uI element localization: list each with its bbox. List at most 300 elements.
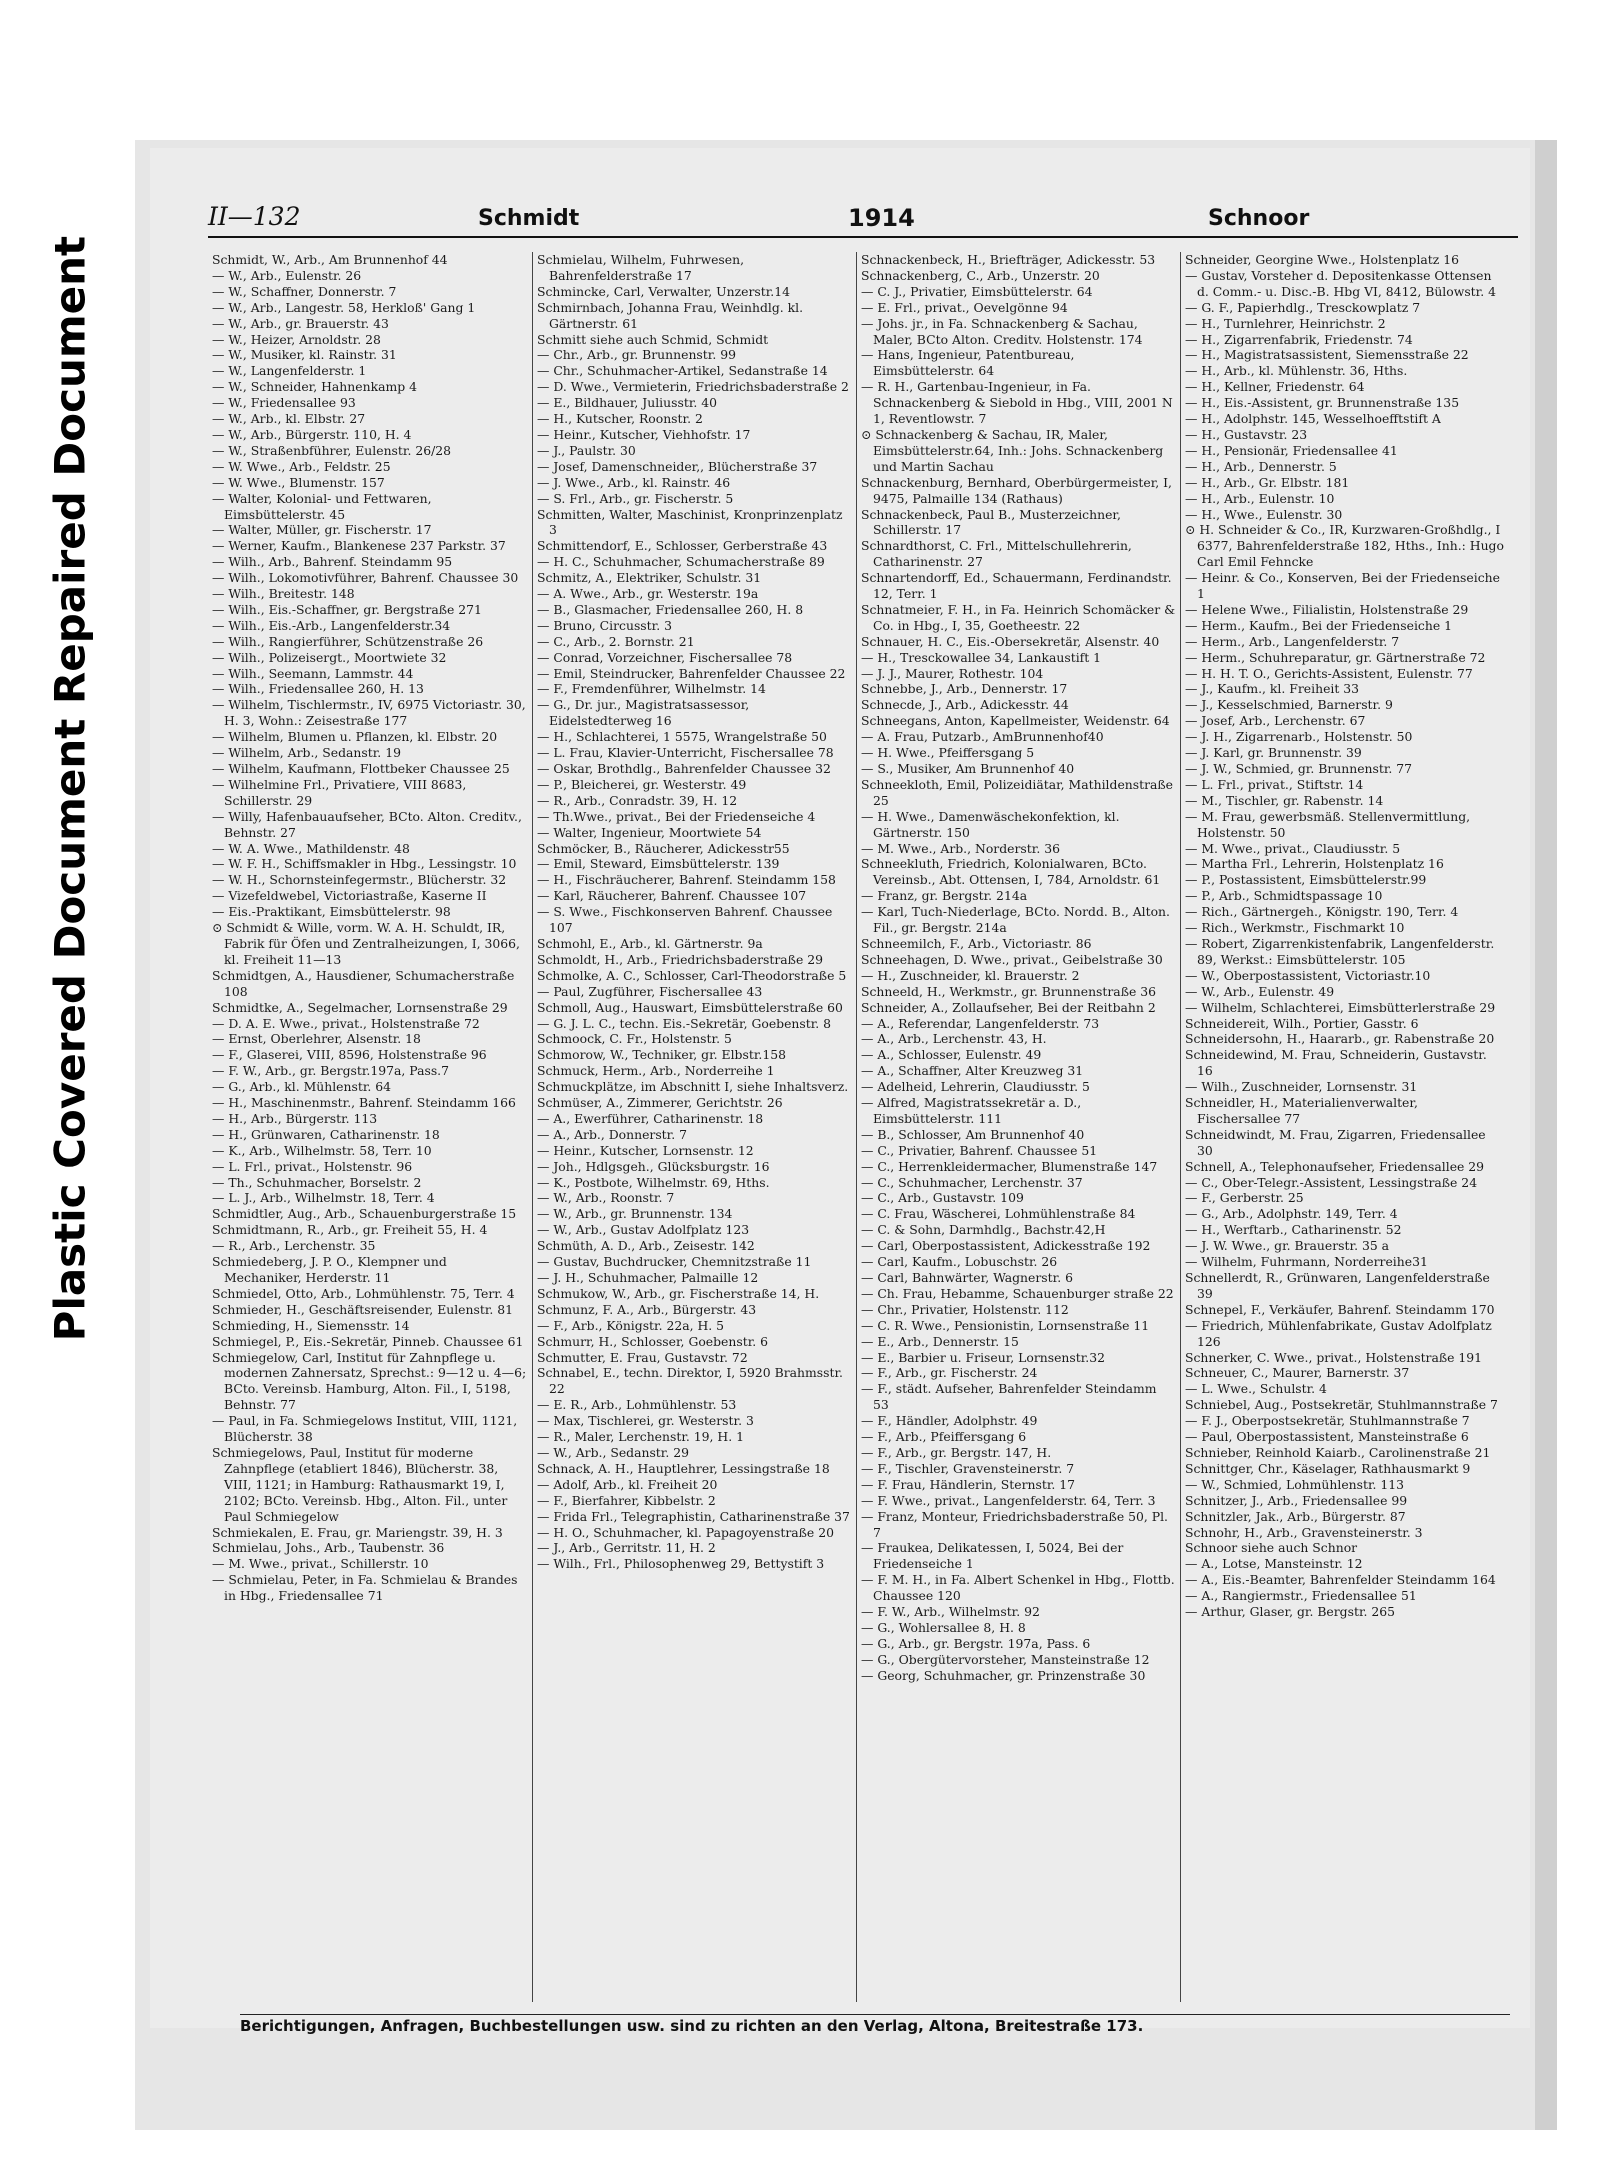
directory-entry: — D. Wwe., Vermieterin, Friedrichsbaderstraße 2 (537, 379, 849, 395)
directory-entry: — C. J., Privatier, Eimsbüttelerstr. 64 (861, 283, 1093, 299)
directory-entry: — Chr., Schuhmacher-Artikel, Sedanstraße 14 (537, 363, 828, 379)
directory-entry: — Wilh., Arb., Bahrenf. Steindamm 95 (212, 554, 453, 570)
directory-entry: — Wilhelm, Blumen u. Pflanzen, kl. Elbstr. 20 (212, 729, 498, 745)
directory-entry: — H. H. T. O., Gerichts-Assistent, Eulenstr. 77 (1185, 665, 1473, 681)
directory-entry: Schneuer, C., Maurer, Barnerstr. 37 (1185, 1365, 1410, 1381)
directory-entry: — W. H., Schornsteinfegermstr., Blücherstr. 32 (212, 872, 507, 888)
directory-entry: — Arthur, Glaser, gr. Bergstr. 265 (1185, 1604, 1396, 1620)
directory-entry: — F. Frau, Händlerin, Sternstr. 17 (861, 1476, 1076, 1492)
directory-entry: — Wilh., Rangierführer, Schützenstraße 26 (212, 633, 484, 649)
plastic-covered-document-label: Plastic Covered Document (45, 718, 95, 1342)
directory-entry: Schnardthorst, C. Frl., Mittelschullehrerin, Catharinenstr. 27 (861, 538, 1132, 570)
directory-entry: — H., Kellner, Friedenstr. 64 (1185, 379, 1365, 395)
directory-entry: — A., Schlosser, Eulenstr. 49 (861, 1047, 1042, 1063)
directory-page (150, 148, 1530, 2035)
header-year: 1914 (848, 204, 915, 232)
directory-entry: — W., Straßenbführer, Eulenstr. 26/28 (212, 442, 452, 458)
directory-entry: Schnackenburg, Bernhard, Oberbürgermeister, I, 9475, Palmaille 134 (Rathaus) (861, 474, 1172, 506)
directory-entry: Schmüser, A., Zimmerer, Gerichtstr. 26 (537, 1095, 783, 1111)
header-first-entry: Schmidt (478, 206, 580, 231)
directory-entry: — H., Adolphstr. 145, Wesselhoefftstift A (1185, 411, 1441, 427)
directory-entry: Schnackenberg, C., Arb., Unzerstr. 20 (861, 267, 1100, 283)
directory-entry: Schnohr, H., Arb., Gravensteinerstr. 3 (1185, 1524, 1423, 1540)
directory-entry: — Wilh., Seemann, Lammstr. 44 (212, 665, 414, 681)
directory-entry: Schmiegelows, Paul, Institut für moderne Zahnpflege (etabliert 1846), Blücherstr. 38, VIII, 1121; in Hamburg: Rathausmarkt 19, I, 2102; BCto. Vereinsb. Hbg., Alton. Fil., unter Paul Schmiegelow (212, 1444, 508, 1524)
directory-entry: Schmüth, A. D., Arb., Zeisestr. 142 (537, 1238, 755, 1254)
directory-entry: Schnack, A. H., Hauptlehrer, Lessingstraße 18 (537, 1460, 830, 1476)
directory-entry: — H., Kutscher, Roonstr. 2 (537, 411, 703, 427)
directory-entry: — Emil, Steindrucker, Bahrenfelder Chaussee 22 (537, 665, 846, 681)
directory-entry: — Wilh., Eis.-Arb., Langenfelderstr.34 (212, 617, 451, 633)
directory-entry: — F., Bierfahrer, Kibbelstr. 2 (537, 1492, 716, 1508)
page-number: II—132 (208, 202, 301, 231)
directory-entry: — W., Schneider, Hahnenkamp 4 (212, 379, 417, 395)
directory-entry: — J. W. Wwe., gr. Brauerstr. 35 a (1185, 1238, 1390, 1254)
directory-entry: — R., Arb., Conradstr. 39, H. 12 (537, 792, 738, 808)
directory-entry: Schmurr, H., Schlosser, Goebenstr. 6 (537, 1333, 769, 1349)
directory-entry: Schnieber, Reinhold Kaiarb., Carolinenstraße 21 (1185, 1444, 1491, 1460)
directory-entry: Schnellerdt, R., Grünwaren, Langenfelderstraße 39 (1185, 1270, 1490, 1301)
directory-entry: Schmiedeberg, J. P. O., Klempner und Mechaniker, Herderstr. 11 (212, 1254, 447, 1285)
directory-entry: — E., Bildhauer, Juliusstr. 40 (537, 395, 718, 411)
directory-entry: Schnerker, C. Wwe., privat., Holstenstraße 191 (1185, 1349, 1483, 1365)
directory-entry: — Willy, Hafenbauaufseher, BCto. Alton. Creditv., Behnstr. 27 (212, 808, 522, 840)
directory-entry: — Oskar, Brothdlg., Bahrenfelder Chaussee 32 (537, 761, 831, 776)
directory-entry: — Josef, Arb., Lerchenstr. 67 (1185, 713, 1366, 729)
directory-entry: — W., Arb., Langestr. 58, Herkloß' Gang 1 (212, 299, 476, 315)
directory-entry: — Josef, Damenschneider,, Blücherstraße 37 (537, 458, 818, 474)
directory-entry: Schmitt siehe auch Schmid, Schmidt (537, 331, 769, 347)
directory-entry: — M. Frau, gewerbsmäß. Stellenvermittlung, Holstenstr. 50 (1185, 808, 1471, 840)
directory-entry: — Wilh., Zuschneider, Lornsenstr. 31 (1185, 1079, 1418, 1095)
directory-entry: — W., Schaffner, Donnerstr. 7 (212, 283, 397, 299)
directory-entry: — L. Frl., privat., Holstenstr. 96 (212, 1158, 413, 1174)
column-1 (212, 252, 527, 2002)
directory-entry: — L. J., Arb., Wilhelmstr. 18, Terr. 4 (212, 1190, 435, 1206)
directory-entry: Schmincke, Carl, Verwalter, Unzerstr.14 (537, 283, 790, 299)
directory-entry: — H., Pensionär, Friedensallee 41 (1185, 442, 1398, 458)
directory-entry: — M., Tischler, gr. Rabenstr. 14 (1185, 792, 1384, 808)
directory-entry: Schmohl, E., Arb., kl. Gärtnerstr. 9a (537, 935, 763, 951)
directory-entry: — Schmielau, Peter, in Fa. Schmielau & Brandes in Hbg., Friedensallee 71 (212, 1572, 518, 1604)
directory-entry: — W., Oberpostassistent, Victoriastr.10 (1185, 967, 1431, 983)
header-last-entry: Schnoor (1208, 206, 1310, 231)
directory-entry: — C., Herrenkleidermacher, Blumenstraße 147 (861, 1158, 1158, 1174)
directory-entry: Schneidewind, M. Frau, Schneiderin, Gustavstr. 16 (1185, 1047, 1487, 1079)
directory-entry: — J. H., Zigarrenarb., Holstenstr. 50 (1185, 729, 1413, 745)
directory-entry: — Carl, Bahnwärter, Wagnerstr. 6 (861, 1270, 1073, 1285)
directory-entry: Schneemilch, F., Arb., Victoriastr. 86 (861, 935, 1092, 951)
directory-entry: — Max, Tischlerei, gr. Westerstr. 3 (537, 1413, 754, 1429)
directory-entry: Schmidtke, A., Segelmacher, Lornsenstraße 29 (212, 999, 508, 1015)
directory-entry: — F., Fremdenführer, Wilhelmstr. 14 (537, 681, 766, 697)
directory-entry: — W., Arb., Roonstr. 7 (537, 1190, 675, 1206)
directory-entry: Schnackenbeck, Paul B., Musterzeichner, Schillerstr. 17 (861, 506, 1121, 538)
directory-entry: — G., Wohlersallee 8, H. 8 (861, 1619, 1026, 1635)
directory-entry: Schneider, Georgine Wwe., Holstenplatz 16 (1185, 252, 1460, 267)
directory-entry: — Alfred, Magistratssekretär a. D., Eimsbüttelerstr. 111 (861, 1095, 1082, 1126)
directory-entry: — H. Wwe., Damenwäschekonfektion, kl. Gärtnerstr. 150 (861, 808, 1120, 840)
directory-entry: — F., Glaserei, VIII, 8596, Holstenstraße 96 (212, 1047, 487, 1063)
repaired-document-label: Repaired Document (45, 235, 95, 705)
directory-entry: — A., Arb., Donnerstr. 7 (537, 1126, 687, 1142)
directory-entry: Schneidereit, Wilh., Portier, Gasstr. 6 (1185, 1015, 1419, 1031)
directory-entry: — J. H., Schuhmacher, Palmaille 12 (537, 1270, 759, 1285)
column-3 (856, 252, 1176, 2002)
directory-entry: — Chr., Arb., gr. Brunnenstr. 99 (537, 347, 736, 363)
directory-entry: — Wilhelmine Frl., Privatiere, VIII 8683, Schillerstr. 29 (212, 776, 467, 808)
directory-entry: Schmuckplätze, im Abschnitt I, siehe Inhaltsverz. (537, 1079, 849, 1095)
directory-entry: — Paul, Zugführer, Fischersallee 43 (537, 983, 763, 999)
directory-entry: — G. F., Papierhdlg., Tresckowplatz 7 (1185, 299, 1421, 315)
directory-entry: Schneekluth, Friedrich, Kolonialwaren, BCto. Vereinsb., Abt. Ottensen, I, 784, Arnoldstr. 61 (861, 856, 1161, 888)
directory-entry: — Carl, Kaufm., Lobuschstr. 26 (861, 1254, 1058, 1270)
directory-entry: — H., Turnlehrer, Heinrichstr. 2 (1185, 315, 1386, 331)
directory-entry: — M. Wwe., Arb., Norderstr. 36 (861, 840, 1060, 856)
directory-entry: — Wilhelm, Kaufmann, Flottbeker Chaussee 25 (212, 761, 510, 776)
directory-entry: — Georg, Schuhmacher, gr. Prinzenstraße 30 (861, 1667, 1146, 1683)
directory-entry: — F., Arb., gr. Bergstr. 147, H. (861, 1444, 1052, 1460)
directory-entry: — W. F. H., Schiffsmakler in Hbg., Lessingstr. 10 (212, 856, 517, 872)
directory-entry: — Th.Wwe., privat., Bei der Friedenseiche 4 (537, 808, 816, 824)
directory-entry: Schneidler, H., Materialienverwalter, Fischersallee 77 (1185, 1095, 1418, 1126)
directory-entry: — Karl, Tuch-Niederlage, BCto. Nordd. B., Alton. Fil., gr. Bergstr. 214a (861, 904, 1170, 936)
directory-entry: — C. R. Wwe., Pensionistin, Lornsenstraße 11 (861, 1317, 1150, 1333)
directory-entry: Schnepel, F., Verkäufer, Bahrenf. Steindamm 170 (1185, 1301, 1495, 1317)
directory-entry: — Frida Frl., Telegraphistin, Catharinenstraße 37 (537, 1508, 850, 1524)
directory-entry: — Franz, Monteur, Friedrichsbaderstraße 50, Pl. 7 (861, 1508, 1168, 1540)
directory-entry: — R., Arb., Lerchenstr. 35 (212, 1238, 376, 1254)
directory-entry: Schmöcker, B., Räucherer, Adickesstr55 (537, 840, 790, 856)
directory-entry: — W., Arb., Sedanstr. 29 (537, 1444, 689, 1460)
directory-entry: Schmunz, F. A., Arb., Bürgerstr. 43 (537, 1301, 757, 1317)
directory-entry: Schneeld, H., Werkmstr., gr. Brunnenstraße 36 (861, 983, 1157, 999)
directory-entry: — H., Arb., Eulenstr. 10 (1185, 490, 1335, 506)
directory-entry: Schmirnbach, Johanna Frau, Weinhdlg. kl. Gärtnerstr. 61 (537, 299, 804, 331)
directory-entry: — F. Wwe., privat., Langenfelderstr. 64, Terr. 3 (861, 1492, 1156, 1508)
directory-entry: — J., Kesselschmied, Barnerstr. 9 (1185, 697, 1393, 713)
directory-entry: ⊙ H. Schneider & Co., IR, Kurzwaren-Großhdlg., I 6377, Bahrenfelderstraße 182, Hths., Inh.: Hugo Carl Emil Fehncke (1185, 522, 1504, 570)
directory-entry: — Wilh., Eis.-Schaffner, gr. Bergstraße 271 (212, 601, 482, 617)
directory-entry: — W. A. Wwe., Mathildenstr. 48 (212, 840, 410, 856)
directory-entry: — H. O., Schuhmacher, kl. Papagoyenstraße 20 (537, 1524, 834, 1540)
directory-entry: Schneegans, Anton, Kapellmeister, Weidenstr. 64 (861, 713, 1170, 729)
directory-entry: — H., Arb., Gr. Elbstr. 181 (1185, 474, 1350, 490)
directory-entry: — W., Langenfelderstr. 1 (212, 363, 367, 379)
directory-entry: — W., Schmied, Lohmühlenstr. 113 (1185, 1476, 1405, 1492)
directory-entry: — Th., Schuhmacher, Borselstr. 2 (212, 1174, 422, 1190)
directory-entry: — W., Arb., Bürgerstr. 110, H. 4 (212, 426, 412, 442)
directory-entry: Schnartendorff, Ed., Schauermann, Ferdinandstr. 12, Terr. 1 (861, 570, 1172, 602)
directory-entry: ⊙ Schnackenberg & Sachau, IR, Maler, Eimsbüttelerstr.64, Inh.: Johs. Schnackenberg und Martin Sachau (861, 426, 1164, 474)
directory-entry: — G., Arb., kl. Mühlenstr. 64 (212, 1079, 392, 1095)
directory-entry: — Walter, Müller, gr. Fischerstr. 17 (212, 522, 432, 538)
directory-entry: — Fraukea, Delikatessen, I, 5024, Bei der Friedenseiche 1 (861, 1540, 1124, 1572)
directory-entry: — A. Wwe., Arb., gr. Westerstr. 19a (537, 586, 759, 602)
directory-entry: ⊙ Schmidt & Wille, vorm. W. A. H. Schuldt, IR, Fabrik für Öfen und Zentralheizungen, I, 3066, kl. Freiheit 11—13 (212, 920, 520, 967)
directory-entry: — H., Magistratsassistent, Siemensstraße 22 (1185, 347, 1469, 363)
directory-entry: Schnackenbeck, H., Briefträger, Adickesstr. 53 (861, 252, 1156, 267)
directory-entry: — Wilhelm, Fuhrmann, Norderreihe31 (1185, 1254, 1428, 1270)
page-edge (1535, 140, 1557, 2130)
directory-entry: — C., Privatier, Bahrenf. Chaussee 51 (861, 1142, 1098, 1158)
directory-entry: — Vizefeldwebel, Victoriastraße, Kaserne II (212, 888, 487, 904)
directory-entry: Schnecde, J., Arb., Adickesstr. 44 (861, 697, 1069, 713)
directory-entry: — H., Eis.-Assistent, gr. Brunnenstraße 135 (1185, 395, 1460, 411)
directory-entry: — E., Barbier u. Friseur, Lornsenstr.32 (861, 1349, 1106, 1365)
directory-entry: — Wilh., Frl., Philosophenweg 29, Bettystift 3 (537, 1556, 825, 1572)
directory-entry: — Conrad, Vorzeichner, Fischersallee 78 (537, 649, 793, 665)
directory-entry: — H., Grünwaren, Catharinenstr. 18 (212, 1126, 440, 1142)
directory-entry: — H., Wwe., Eulenstr. 30 (1185, 506, 1343, 522)
directory-entry: Schmoldt, H., Arb., Friedrichsbaderstraße 29 (537, 951, 823, 967)
directory-entry: — F., Tischler, Gravensteinerstr. 7 (861, 1460, 1075, 1476)
directory-entry: — J., Paulstr. 30 (537, 442, 636, 458)
publisher-footer: Berichtigungen, Anfragen, Buchbestellungen usw. sind zu richten an den Verlag, Altona, Breitestraße 173. (240, 2014, 1510, 2035)
directory-entry: — Eis.-Praktikant, Eimsbüttelerstr. 98 (212, 904, 451, 920)
directory-entry: — F. J., Oberpostsekretär, Stuhlmannstraße 7 (1185, 1413, 1470, 1429)
directory-entry: — H., Zigarrenfabrik, Friedenstr. 74 (1185, 331, 1413, 347)
directory-entry: — C., Schuhmacher, Lerchenstr. 37 (861, 1174, 1083, 1190)
directory-entry: — F. W., Arb., Wilhelmstr. 92 (861, 1604, 1040, 1620)
directory-entry: — R., Maler, Lerchenstr. 19, H. 1 (537, 1429, 744, 1445)
directory-entry: — Johs. jr., in Fa. Schnackenberg & Sachau, Maler, BCto Alton. Creditv. Holstenstr. 174 (861, 315, 1143, 347)
directory-entry: — Adelheid, Lehrerin, Claudiusstr. 5 (861, 1079, 1090, 1095)
directory-entry: Schmitz, A., Elektriker, Schulstr. 31 (537, 570, 762, 586)
directory-entry: — Karl, Räucherer, Bahrenf. Chaussee 107 (537, 888, 807, 904)
directory-entry: — Franz, gr. Bergstr. 214a (861, 888, 1028, 904)
directory-entry: Schneidwindt, M. Frau, Zigarren, Friedensallee 30 (1185, 1126, 1486, 1158)
directory-entry: Schmidtmann, R., Arb., gr. Freiheit 55, H. 4 (212, 1222, 488, 1238)
directory-entry: — A., Schaffner, Alter Kreuzweg 31 (861, 1063, 1084, 1079)
directory-entry: Schmitten, Walter, Maschinist, Kronprinzenplatz 3 (537, 506, 843, 538)
directory-entry: Schnitzler, Jak., Arb., Bürgerstr. 87 (1185, 1508, 1406, 1524)
directory-entry: — A., Eis.-Beamter, Bahrenfelder Steindamm 164 (1185, 1572, 1496, 1588)
directory-entry: — W., Arb., kl. Elbstr. 27 (212, 411, 366, 427)
directory-entry: — Werner, Kaufm., Blankenese 237 Parkstr. 37 (212, 538, 506, 554)
directory-entry: — E., Arb., Dennerstr. 15 (861, 1333, 1019, 1349)
directory-entry: — L. Frau, Klavier-Unterricht, Fischersallee 78 (537, 745, 834, 761)
directory-entry: — W., Arb., Eulenstr. 49 (1185, 983, 1335, 999)
directory-entry: Schnell, A., Telephonaufseher, Friedensallee 29 (1185, 1158, 1485, 1174)
directory-entry: — Helene Wwe., Filialistin, Holstenstraße 29 (1185, 601, 1469, 617)
directory-entry: — G., Obergütervorsteher, Mansteinstraße 12 (861, 1651, 1150, 1667)
directory-entry: — C. Frau, Wäscherei, Lohmühlenstraße 84 (861, 1206, 1136, 1222)
directory-entry: Schmiekalen, E. Frau, gr. Mariengstr. 39, H. 3 (212, 1524, 503, 1540)
directory-entry: — W., Musiker, kl. Rainstr. 31 (212, 347, 397, 363)
directory-entry: — Heinr., Kutscher, Lornsenstr. 12 (537, 1142, 754, 1158)
directory-entry: — M. Wwe., privat., Schillerstr. 10 (212, 1556, 429, 1572)
directory-entry: — H., Schlachterei, 1 5575, Wrangelstraße 50 (537, 729, 827, 745)
directory-entry: — W., Arb., Eulenstr. 26 (212, 267, 362, 283)
directory-entry: — F., Arb., gr. Fischerstr. 24 (861, 1365, 1038, 1381)
directory-entry: — A. Frau, Putzarb., AmBrunnenhof40 (861, 729, 1104, 745)
directory-entry: — J., Kaufm., kl. Freiheit 33 (1185, 681, 1360, 697)
directory-entry: — S., Musiker, Am Brunnenhof 40 (861, 761, 1075, 776)
directory-entry: Schmoll, Aug., Hauswart, Eimsbüttelerstraße 60 (537, 999, 843, 1015)
directory-entry: — J. Wwe., Arb., kl. Rainstr. 46 (537, 474, 731, 490)
directory-entry: — Bruno, Circusstr. 3 (537, 617, 672, 633)
directory-entry: Schmuck, Herm., Arb., Norderreihe 1 (537, 1063, 775, 1079)
directory-entry: Schnatmeier, F. H., in Fa. Heinrich Schomäcker & Co. in Hbg., I, 35, Goetheestr. 22 (861, 601, 1176, 633)
directory-entry: Schmiedel, Otto, Arb., Lohmühlenstr. 75, Terr. 4 (212, 1285, 515, 1301)
directory-entry: — G., Arb., Adolphstr. 149, Terr. 4 (1185, 1206, 1398, 1222)
directory-entry: — H., Gustavstr. 23 (1185, 426, 1308, 442)
directory-entry: — H., Maschinenmstr., Bahrenf. Steindamm 166 (212, 1095, 516, 1111)
directory-entry: — J. Karl, gr. Brunnenstr. 39 (1185, 745, 1362, 761)
directory-entry: — W., Heizer, Arnoldstr. 28 (212, 331, 381, 347)
directory-entry: Schnoor siehe auch Schnor (1185, 1540, 1358, 1556)
directory-entry: Schnebbe, J., Arb., Dennerstr. 17 (861, 681, 1068, 697)
directory-entry: — R. H., Gartenbau-Ingenieur, in Fa. Schnackenberg & Siebold in Hbg., VIII, 2001 N 1, Reventlowstr. 7 (861, 379, 1173, 427)
directory-entry: Schnauer, H. C., Eis.-Obersekretär, Alsenstr. 40 (861, 633, 1160, 649)
directory-entry: Schmieder, H., Geschäftsreisender, Eulenstr. 81 (212, 1301, 514, 1317)
directory-entry: Schmielau, Johs., Arb., Taubenstr. 36 (212, 1540, 445, 1556)
directory-entry: Schmidt, W., Arb., Am Brunnenhof 44 (212, 252, 448, 267)
directory-entry: — Martha Frl., Lehrerin, Holstenplatz 16 (1185, 856, 1444, 872)
directory-entry: — F., Händler, Adolphstr. 49 (861, 1413, 1038, 1429)
directory-entry: — F., Arb., Pfeiffersgang 6 (861, 1429, 1027, 1445)
directory-entry: — P., Bleicherei, gr. Westerstr. 49 (537, 776, 747, 792)
directory-entry: Schmieding, H., Siemensstr. 14 (212, 1317, 410, 1333)
directory-entry: Schmielau, Wilhelm, Fuhrwesen, Bahrenfelderstraße 17 (537, 252, 745, 283)
directory-entry: — Wilh., Friedensallee 260, H. 13 (212, 681, 424, 697)
directory-entry: — W. Wwe., Arb., Feldstr. 25 (212, 458, 391, 474)
directory-entry: — Gustav, Buchdrucker, Chemnitzstraße 11 (537, 1254, 812, 1270)
directory-entry: — K., Arb., Wilhelmstr. 58, Terr. 10 (212, 1142, 432, 1158)
directory-entry: — Paul, in Fa. Schmiegelows Institut, VIII, 1121, Blücherstr. 38 (212, 1413, 518, 1445)
directory-entry: — A., Arb., Lerchenstr. 43, H. (861, 1031, 1047, 1047)
directory-entry: — C., Arb., Gustavstr. 109 (861, 1190, 1024, 1206)
directory-entry: — Wilh., Polizeisergt., Moortwiete 32 (212, 649, 447, 665)
directory-entry: — Herm., Arb., Langenfelderstr. 7 (1185, 633, 1400, 649)
directory-entry: — E. Frl., privat., Oevelgönne 94 (861, 299, 1068, 315)
directory-entry: — Rich., Gärtnergeh., Königstr. 190, Terr. 4 (1185, 904, 1459, 920)
directory-entry: — Chr., Privatier, Holstenstr. 112 (861, 1301, 1069, 1317)
directory-entry: — A., Referendar, Langenfelderstr. 73 (861, 1015, 1100, 1031)
directory-entry: — H., Arb., Dennerstr. 5 (1185, 458, 1337, 474)
directory-entry: — W., Friedensallee 93 (212, 395, 356, 411)
directory-entry: — Wilhelm, Tischlermstr., IV, 6975 Victoriastr. 30, H. 3, Wohn.: Zeisestraße 177 (212, 697, 526, 729)
directory-entry: — W., Arb., Gustav Adolfplatz 123 (537, 1222, 750, 1238)
directory-entry: — P., Arb., Schmidtspassage 10 (1185, 888, 1383, 904)
directory-entry: — Rich., Werkmstr., Fischmarkt 10 (1185, 920, 1405, 936)
directory-entry: Schnittger, Chr., Käselager, Rathhausmarkt 9 (1185, 1460, 1471, 1476)
directory-entry: — G. J. L. C., techn. Eis.-Sekretär, Goebenstr. 8 (537, 1015, 832, 1031)
directory-entry: — Carl, Oberpostassistent, Adickesstraße 192 (861, 1238, 1151, 1254)
directory-entry: — C. & Sohn, Darmhdlg., Bachstr.42,H (861, 1222, 1106, 1238)
directory-entry: — S. Wwe., Fischkonserven Bahrenf. Chaussee 107 (537, 904, 833, 936)
directory-entry: — G., Arb., gr. Bergstr. 197a, Pass. 6 (861, 1635, 1091, 1651)
directory-entry: — Heinr., Kutscher, Viehhofstr. 17 (537, 426, 751, 442)
directory-entry: — Walter, Kolonial- und Fettwaren, Eimsbüttelerstr. 45 (212, 490, 432, 522)
directory-entry: — Heinr. & Co., Konserven, Bei der Friedenseiche 1 (1185, 570, 1500, 602)
directory-entry: — W. Wwe., Blumenstr. 157 (212, 474, 385, 490)
directory-entry: — Hans, Ingenieur, Patentbureau, Eimsbüttelerstr. 64 (861, 347, 1075, 379)
directory-entry: — E. R., Arb., Lohmühlenstr. 53 (537, 1397, 737, 1413)
directory-entry: Schmidtgen, A., Hausdiener, Schumacherstraße 108 (212, 967, 515, 999)
column-4 (1180, 252, 1505, 2002)
directory-entry: — Herm., Schuhreparatur, gr. Gärtnerstraße 72 (1185, 649, 1486, 665)
directory-entry: Schmutter, E. Frau, Gustavstr. 72 (537, 1349, 748, 1365)
directory-entry: Schnitzer, J., Arb., Friedensallee 99 (1185, 1492, 1408, 1508)
directory-entry: — H. C., Schuhmacher, Schumacherstraße 89 (537, 554, 825, 570)
directory-entry: — F. W., Arb., gr. Bergstr.197a, Pass.7 (212, 1063, 449, 1079)
directory-entry: Schnabel, E., techn. Direktor, I, 5920 Brahmsstr. 22 (537, 1365, 843, 1397)
directory-entry: — H., Tresckowallee 34, Lankaustift 1 (861, 649, 1102, 665)
directory-entry: — H., Werftarb., Catharinenstr. 52 (1185, 1222, 1402, 1238)
directory-entry: Schmiegel, P., Eis.-Sekretär, Pinneb. Chaussee 61 (212, 1333, 524, 1349)
directory-entry: — H. Wwe., Pfeiffersgang 5 (861, 745, 1035, 761)
directory-entry: — Adolf, Arb., kl. Freiheit 20 (537, 1476, 718, 1492)
directory-entry: — Robert, Zigarrenkistenfabrik, Langenfelderstr. 89, Werkst.: Eimsbüttelerstr. 105 (1185, 935, 1495, 967)
directory-entry: — M. Wwe., privat., Claudiusstr. 5 (1185, 840, 1401, 856)
directory-entry: — F., städt. Aufseher, Bahrenfelder Steindamm 53 (861, 1381, 1157, 1413)
page-header (208, 196, 1518, 238)
directory-entry: — Wilhelm, Schlachterei, Eimsbütterlerstraße 29 (1185, 999, 1496, 1015)
directory-entry: — L. Wwe., Schulstr. 4 (1185, 1381, 1327, 1397)
directory-entry: Schmolke, A. C., Schlosser, Carl-Theodorstraße 5 (537, 967, 847, 983)
directory-entry: Schmiegelow, Carl, Institut für Zahnpflege u. modernen Zahnersatz, Sprechst.: 9—12 u. 4—6; BCto. Vereinsb. Hamburg, Alton. Fil., I, 5198, Behnstr. 77 (212, 1349, 527, 1413)
directory-entry: — P., Postassistent, Eimsbüttelerstr.99 (1185, 872, 1427, 888)
directory-entry: — H., Arb., Bürgerstr. 113 (212, 1110, 378, 1126)
directory-entry: — Friedrich, Mühlenfabrikate, Gustav Adolfplatz 126 (1185, 1317, 1492, 1349)
directory-entry: Schmidtler, Aug., Arb., Schauenburgerstraße 15 (212, 1206, 517, 1222)
directory-entry: — W., Arb., gr. Brunnenstr. 134 (537, 1206, 733, 1222)
directory-entry: — Wilhelm, Arb., Sedanstr. 19 (212, 745, 401, 761)
directory-entry: — J. W., Schmied, gr. Brunnenstr. 77 (1185, 761, 1413, 776)
directory-entry: Schmoock, C. Fr., Holstenstr. 5 (537, 1031, 732, 1047)
directory-entry: — A., Lotse, Mansteinstr. 12 (1185, 1556, 1363, 1572)
directory-entry: — Ernst, Oberlehrer, Alsenstr. 18 (212, 1031, 421, 1047)
directory-entry: — K., Postbote, Wilhelmstr. 69, Hths. (537, 1174, 770, 1190)
directory-entry: — Wilh., Lokomotivführer, Bahrenf. Chaussee 30 (212, 570, 519, 586)
directory-entry: Schneekloth, Emil, Polizeidiätar, Mathildenstraße 25 (861, 776, 1174, 808)
directory-entry: — A., Ewerführer, Catharinenstr. 18 (537, 1110, 764, 1126)
directory-entry: — C., Arb., 2. Bornstr. 21 (537, 633, 695, 649)
directory-entry: — Gustav, Vorsteher d. Depositenkasse Ottensen d. Comm.- u. Disc.-B. Hbg VI, 8412, Bülowstr. 4 (1185, 267, 1496, 299)
directory-entry: — S. Frl., Arb., gr. Fischerstr. 5 (537, 490, 734, 506)
column-2 (532, 252, 852, 2002)
directory-entry: Schneider, A., Zollaufseher, Bei der Reitbahn 2 (861, 999, 1156, 1015)
directory-entry: — Joh., Hdlgsgeh., Glücksburgstr. 16 (537, 1158, 770, 1174)
directory-entry: — Paul, Oberpostassistent, Mansteinstraße 6 (1185, 1429, 1469, 1445)
directory-entry: — Herm., Kaufm., Bei der Friedenseiche 1 (1185, 617, 1452, 633)
directory-entry: — G., Dr. jur., Magistratsassessor, Eidelstedterweg 16 (537, 697, 750, 729)
label-sidebar (0, 0, 130, 2177)
directory-entry: — F., Gerberstr. 25 (1185, 1190, 1304, 1206)
directory-entry: — W., Arb., gr. Brauerstr. 43 (212, 315, 389, 331)
directory-entry: — D. A. E. Wwe., privat., Holstenstraße 72 (212, 1015, 480, 1031)
directory-entry: Schneehagen, D. Wwe., privat., Geibelstraße 30 (861, 951, 1163, 967)
directory-entry: — B., Glasmacher, Friedensallee 260, H. 8 (537, 601, 804, 617)
directory-entry: — Wilh., Breitestr. 148 (212, 586, 355, 602)
directory-entry: Schmittendorf, E., Schlosser, Gerberstraße 43 (537, 538, 828, 554)
directory-entry: — L. Frl., privat., Stiftstr. 14 (1185, 776, 1364, 792)
directory-entry: — J. J., Maurer, Rothestr. 104 (861, 665, 1044, 681)
directory-entry: — Emil, Steward, Eimsbüttelerstr. 139 (537, 856, 780, 872)
directory-entry: Schneidersohn, H., Haararb., gr. Rabenstraße 20 (1185, 1031, 1495, 1047)
directory-entry: — H., Arb., kl. Mühlenstr. 36, Hths. (1185, 363, 1408, 379)
directory-entry: — Walter, Ingenieur, Moortwiete 54 (537, 824, 762, 840)
directory-entry: — H., Zuschneider, kl. Brauerstr. 2 (861, 967, 1080, 983)
directory-entry: Schmukow, W., Arb., gr. Fischerstraße 14, H. (537, 1285, 820, 1301)
directory-entry: — A., Rangiermstr., Friedensallee 51 (1185, 1588, 1417, 1604)
directory-entry: — C., Ober-Telegr.-Assistent, Lessingstraße 24 (1185, 1174, 1478, 1190)
directory-entry: — B., Schlosser, Am Brunnenhof 40 (861, 1126, 1085, 1142)
directory-entry: — H., Fischräucherer, Bahrenf. Steindamm 158 (537, 872, 836, 888)
directory-entry: — F. M. H., in Fa. Albert Schenkel in Hbg., Flottb. Chaussee 120 (861, 1572, 1175, 1604)
